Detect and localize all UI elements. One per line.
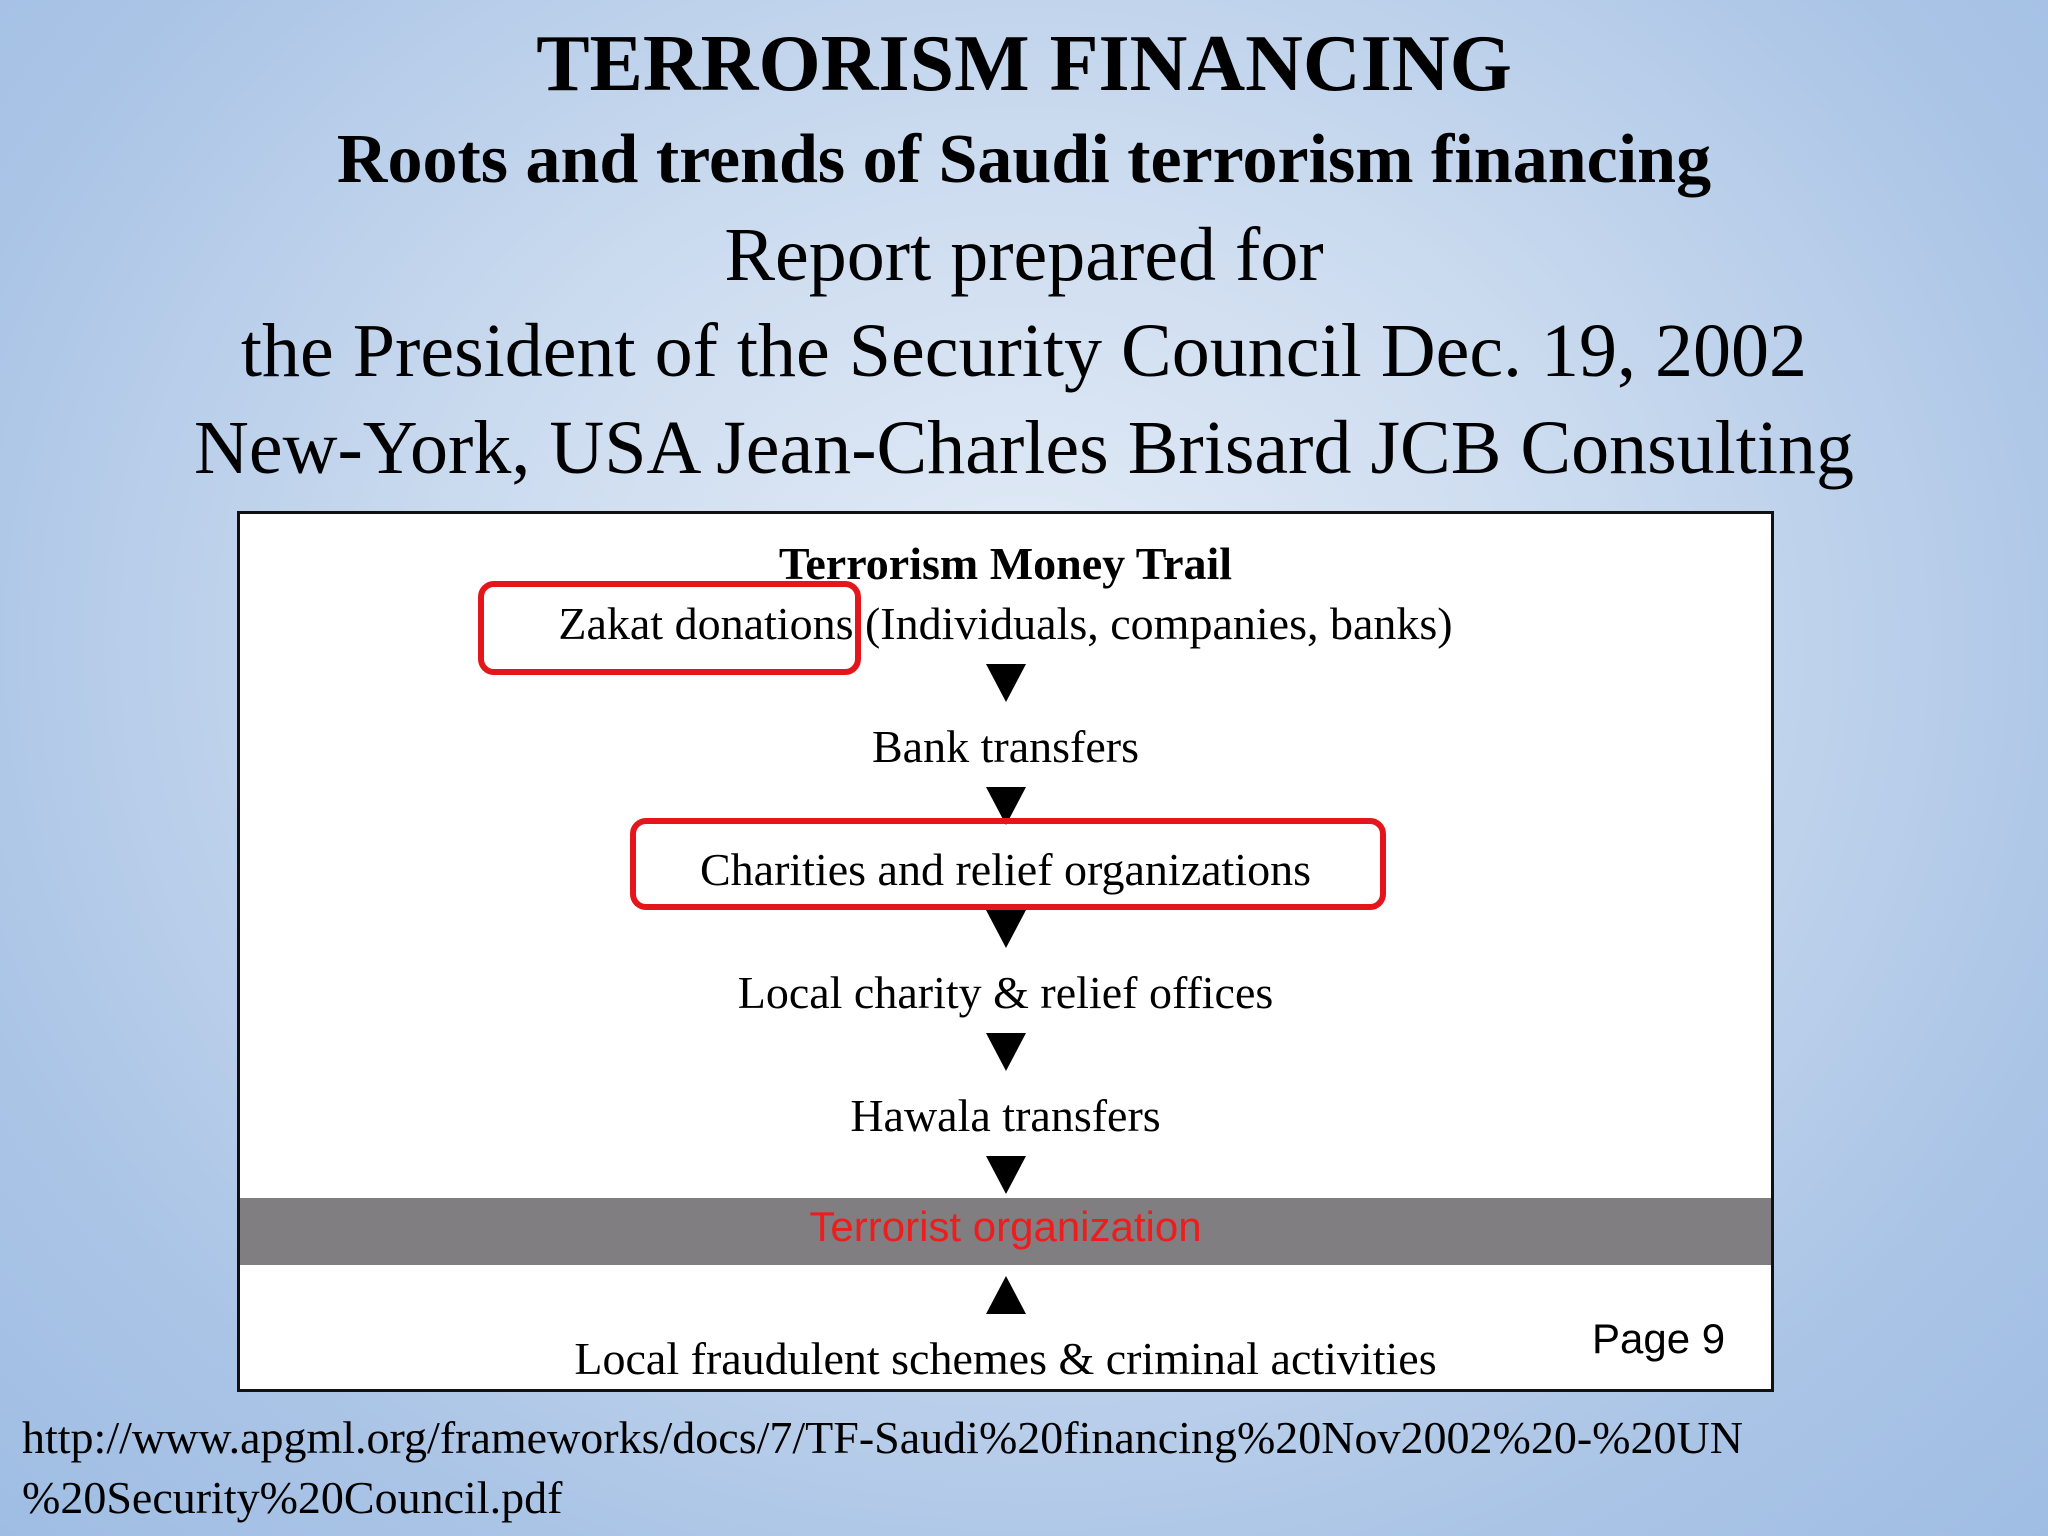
diagram-title: Terrorism Money Trail — [778, 538, 1233, 589]
flow-step-bank-transfers: Bank transfers — [872, 721, 1139, 772]
source-url-line1[interactable]: http://www.apgml.org/frameworks/docs/7/TF-Saudi%20financing%20Nov2002%20-%20UN — [22, 1412, 1743, 1463]
down-arrow-icon — [986, 1156, 1026, 1194]
terrorist-organization-label: Terrorist organization — [809, 1203, 1202, 1250]
source-url[interactable] — [22, 1408, 2022, 1528]
flow-step-hawala: Hawala transfers — [850, 1090, 1161, 1141]
source-url-line2[interactable]: %20Security%20Council.pdf — [22, 1472, 563, 1523]
slide-title: TERRORISM FINANCING — [536, 20, 1512, 108]
down-arrow-icon — [986, 910, 1026, 948]
down-arrow-icon — [986, 1033, 1026, 1071]
terrorist-organization-band — [240, 1198, 1771, 1265]
highlight-box-zakat — [478, 581, 861, 675]
recipient-line: the President of the Security Council Dec. 19, 2002 — [240, 309, 1808, 393]
highlight-box-charities — [630, 818, 1386, 910]
author-line: New-York, USA Jean-Charles Brisard JCB Consulting — [193, 406, 1855, 490]
zakat-sources-label: (Individuals, companies, banks) — [864, 598, 1453, 649]
zakat-donations-label: Zakat donations — [558, 598, 854, 649]
flow-step-local-offices: Local charity & relief offices — [737, 967, 1274, 1018]
down-arrow-icon — [986, 664, 1026, 702]
page-number: Page 9 — [1592, 1315, 1726, 1362]
flow-step-criminal-activities: Local fraudulent schemes & criminal activities — [574, 1333, 1437, 1384]
up-arrow-icon — [986, 1276, 1026, 1314]
slide-subtitle: Roots and trends of Saudi terrorism financing — [336, 121, 1712, 198]
flow-step-charities: Charities and relief organizations — [699, 844, 1311, 895]
report-line: Report prepared for — [724, 213, 1324, 297]
money-trail-diagram — [237, 511, 1774, 1392]
flow-step-zakat-donations — [240, 594, 1771, 654]
